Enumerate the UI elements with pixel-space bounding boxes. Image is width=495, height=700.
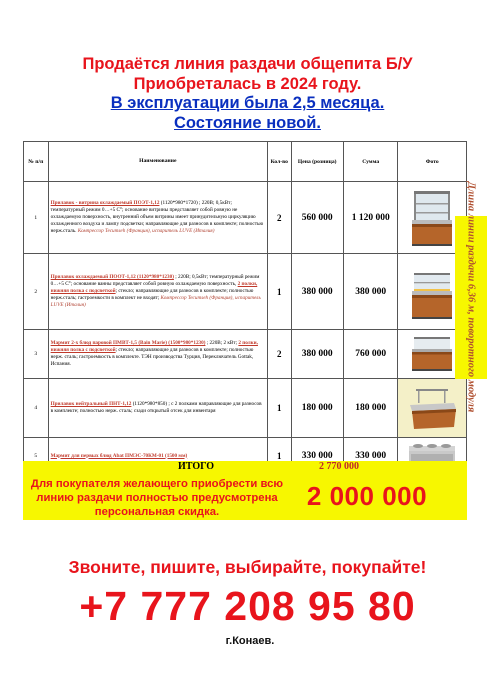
equipment-table — [23, 141, 467, 475]
header-photo: Фото — [398, 142, 467, 182]
title-line-2: Приобреталась в 2024 году. — [133, 74, 362, 93]
item-note: Компрессор Tecumseh (Франция), испаритель LUVE (Италия) — [50, 294, 261, 308]
item-desc: ; 220В; 0,5кВт; температурный режим 0…+5 С°; основание ванны представляет собой ровную охлаждаемую поверхность, — [50, 274, 260, 288]
row-name — [48, 379, 267, 438]
header-price: Цена (розница) — [291, 142, 343, 182]
discount-text: Для покупателя желающего приобрести всю линию раздачи полностью предусмотрена персональная скидка. — [30, 478, 284, 518]
row-sum: 330 000 — [343, 438, 398, 475]
item-desc-2: ; стекло; направляющие для разносов в комплекте; полностью нерж.сталь; гастроемкости в комплект не входят; — [50, 288, 254, 301]
line-length-text: Длина линии раздачи 6,36 м, поворотного модуля — [465, 181, 477, 413]
total-value: 2 770 000 — [319, 461, 359, 472]
item-desc: (1120*980*850) ; с 2 полками направляющие для разносов в комплекте; полностью нерж. сталь; сзади открытый отсек для инвентаря — [50, 401, 262, 414]
total-label: ИТОГО — [178, 461, 214, 472]
item-title: Мармит для первых блюд Abat ПМЭС-70КМ-01 (1500 мм) — [50, 452, 188, 459]
item-desc: (1120*980*1720) ; 220В; 0,5кВт; температурный режим 0…+5 С°; основание витрины представляет собой ровную не охлаждаемую поверхность, внутренний объем витрины имеет принудительную циркуляцию охлажденного воздуха и лампу подсветки; направляющие для разносов в комплекте; полностью нерж.сталь. — [50, 200, 264, 234]
header-sum: Сумма — [343, 142, 398, 182]
row-price: 180 000 — [291, 379, 343, 438]
row-num: 2 — [24, 254, 49, 330]
discount-block — [23, 474, 467, 520]
row-sum: 760 000 — [343, 330, 398, 379]
row-name — [48, 182, 267, 254]
table-row — [24, 182, 467, 254]
row-price: 560 000 — [291, 182, 343, 254]
item-note: Компрессор Tecumseh (Франция), испаритель LUVE (Италия) — [76, 227, 215, 234]
row-qty: 1 — [267, 379, 291, 438]
table-row — [24, 254, 467, 330]
title-line-3: В эксплуатации была 2,5 месяца. — [110, 94, 385, 112]
total-row — [23, 461, 467, 474]
header-name: Наименование — [48, 142, 267, 182]
row-name — [48, 330, 267, 379]
row-price: 380 000 — [291, 254, 343, 330]
row-qty: 2 — [267, 330, 291, 379]
row-num: 3 — [24, 330, 49, 379]
table-row — [24, 379, 467, 438]
table-row — [24, 330, 467, 379]
header-num: № п/п — [24, 142, 49, 182]
title-line-4: Состояние новой. — [174, 113, 321, 132]
city-label: г.Конаев. — [225, 635, 275, 647]
title-line-1: Продаётся линия раздачи общепита Б/У — [82, 55, 413, 73]
call-to-action: Звоните, пишите, выбирайте, покупайте! — [68, 557, 427, 577]
phone-number[interactable]: +7 777 208 95 80 — [79, 583, 416, 629]
item-desc: ; 220В; 2 кВт; — [205, 340, 239, 347]
item-emphasis: 2 полки, нижняя полка с подсветкой — [50, 340, 258, 354]
row-sum: 380 000 — [343, 254, 398, 330]
item-desc-2: ; стекло; направляющие для разносов в комплекте; полностью нерж. сталь; гастроемкость в комплекте. ТЭН производства Турция, Переключатель Gottak, Испания. — [50, 347, 254, 367]
item-title: Прилавок - витрина охлаждаемый ПОЭТ-1,12 — [50, 200, 160, 207]
row-name — [48, 254, 267, 330]
row-num: 5 — [24, 438, 49, 475]
header-qty: Кол-во — [267, 142, 291, 182]
row-sum: 1 120 000 — [343, 182, 398, 254]
discount-price: 2 000 000 — [306, 481, 428, 511]
row-num: 1 — [24, 182, 49, 254]
row-num: 4 — [24, 379, 49, 438]
item-title: Мармит 2-х блюд паровой ПМВТ-1,5 (Bain Marie) (1500*980*1230) — [50, 340, 206, 347]
item-title: Прилавок нейтральный ПНТ-1,12 — [50, 401, 132, 408]
row-price: 380 000 — [291, 330, 343, 379]
row-qty: 2 — [267, 182, 291, 254]
row-qty: 1 — [267, 438, 291, 475]
row-qty: 1 — [267, 254, 291, 330]
row-price: 330 000 — [291, 438, 343, 475]
item-title: Прилавок охлаждаемый ПООТ-1,12 (1120*980*1230) — [50, 274, 174, 281]
item-emphasis: 2 полки, нижняя полка с подсветкой — [50, 281, 258, 295]
row-sum: 180 000 — [343, 379, 398, 438]
table-header-row — [24, 142, 467, 182]
line-length-note — [455, 181, 487, 413]
neutral-counter-icon — [398, 379, 467, 438]
page-title — [20, 55, 475, 133]
